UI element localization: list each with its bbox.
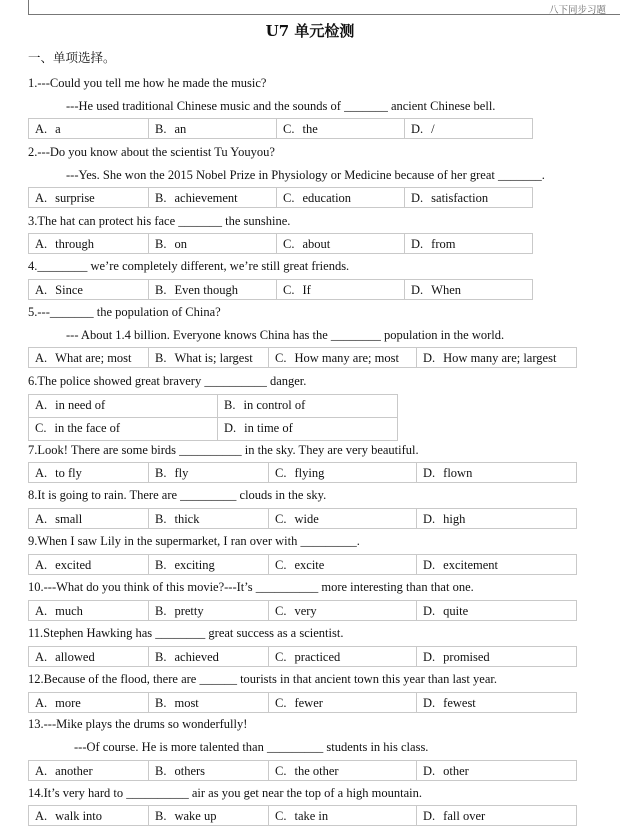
question-8-options bbox=[28, 508, 577, 529]
option-b[interactable]: B. fly bbox=[149, 463, 269, 482]
option-c[interactable]: C. wide bbox=[269, 509, 417, 528]
section-heading: 一、单项选择。 bbox=[28, 50, 116, 65]
question-9-stem: 9.When I saw Lily in the supermarket, I ran over with _________. bbox=[28, 534, 360, 548]
question-1-stem: 1.---Could you tell me how he made the music? bbox=[28, 76, 267, 90]
question-8-stem: 8.It is going to rain. There are _________ clouds in the sky. bbox=[28, 488, 327, 502]
question-5-line-2: --- About 1.4 billion. Everyone knows China has the ________ population in the world. bbox=[66, 328, 505, 342]
option-b[interactable]: B. thick bbox=[149, 509, 269, 528]
question-6-stem: 6.The police showed great bravery __________ danger. bbox=[28, 374, 307, 388]
question-3-options bbox=[28, 233, 533, 254]
option-a[interactable]: A. allowed bbox=[29, 647, 149, 666]
option-a[interactable]: A. more bbox=[29, 693, 149, 712]
header-margin-tick bbox=[28, 0, 29, 15]
option-d[interactable]: D. / bbox=[411, 122, 435, 136]
question-2-options bbox=[28, 187, 533, 208]
question-9-options bbox=[28, 554, 577, 575]
question-14-stem: 14.It’s very hard to __________ air as you get near the top of a high mountain. bbox=[28, 786, 423, 800]
option-d[interactable]: D. fall over bbox=[423, 809, 486, 823]
option-b[interactable]: B. Even though bbox=[149, 280, 277, 299]
option-b[interactable]: B. wake up bbox=[149, 806, 269, 825]
option-a[interactable]: A. excited bbox=[29, 555, 149, 574]
option-d[interactable]: D. high bbox=[423, 512, 466, 526]
option-c[interactable]: C. take in bbox=[269, 806, 417, 825]
option-b[interactable]: B. pretty bbox=[149, 601, 269, 620]
question-11-stem: 11.Stephen Hawking has ________ great success as a scientist. bbox=[28, 626, 344, 640]
option-a[interactable]: A. a bbox=[29, 119, 149, 138]
option-a[interactable]: A. through bbox=[29, 234, 149, 253]
option-d[interactable]: D. When bbox=[411, 283, 462, 297]
question-10-stem: 10.---What do you think of this movie?---It’s __________ more interesting than that one. bbox=[28, 580, 474, 594]
option-b[interactable]: B. achievement bbox=[149, 188, 277, 207]
question-12-options bbox=[28, 692, 577, 713]
question-1-options bbox=[28, 118, 533, 139]
option-b[interactable]: B. What is; largest bbox=[149, 348, 269, 367]
option-c[interactable]: C. very bbox=[269, 601, 417, 620]
option-c[interactable]: C. the bbox=[277, 119, 405, 138]
option-a[interactable]: A. small bbox=[29, 509, 149, 528]
question-7-stem: 7.Look! There are some birds __________ in the sky. They are very beautiful. bbox=[28, 443, 419, 457]
question-4-options bbox=[28, 279, 533, 300]
question-10-options bbox=[28, 600, 577, 621]
page-title: U7 单元检测 bbox=[265, 22, 355, 40]
option-b[interactable]: B. an bbox=[149, 119, 277, 138]
option-c[interactable]: C. the other bbox=[269, 761, 417, 780]
option-b[interactable]: B. others bbox=[149, 761, 269, 780]
question-3-stem: 3.The hat can protect his face _______ the sunshine. bbox=[28, 214, 291, 228]
option-a[interactable]: A. to fly bbox=[29, 463, 149, 482]
header-rule bbox=[28, 14, 620, 15]
option-c[interactable]: C. education bbox=[277, 188, 405, 207]
option-a[interactable]: A. much bbox=[29, 601, 149, 620]
question-13-line-2: ---Of course. He is more talented than _________ students in his class. bbox=[74, 740, 429, 754]
question-13-stem: 13.---Mike plays the drums so wonderfully! bbox=[28, 717, 248, 731]
question-2-line-2: ---Yes. She won the 2015 Nobel Prize in Physiology or Medicine because of her great _______. bbox=[66, 168, 545, 182]
question-6-options bbox=[28, 394, 398, 441]
option-d[interactable]: D. flown bbox=[423, 466, 473, 480]
question-12-stem: 12.Because of the flood, there are ______ tourists in that ancient town this year than last year. bbox=[28, 672, 497, 686]
option-b[interactable]: B. exciting bbox=[149, 555, 269, 574]
option-d[interactable]: D. other bbox=[423, 764, 469, 778]
question-7-options bbox=[28, 462, 577, 483]
option-d[interactable]: D. in time of bbox=[224, 421, 293, 435]
question-4-stem: 4.________ we’re completely different, we’re still great friends. bbox=[28, 259, 350, 273]
option-b[interactable]: B. on bbox=[149, 234, 277, 253]
option-c[interactable]: C. If bbox=[277, 280, 405, 299]
option-d[interactable]: D. How many are; largest bbox=[423, 351, 557, 365]
question-5-options bbox=[28, 347, 577, 368]
option-c[interactable]: C. flying bbox=[269, 463, 417, 482]
option-d[interactable]: D. fewest bbox=[423, 696, 476, 710]
option-c[interactable]: C. in the face of bbox=[29, 418, 218, 440]
option-b[interactable]: B. achieved bbox=[149, 647, 269, 666]
question-1-line-2: ---He used traditional Chinese music and the sounds of _______ ancient Chinese bell. bbox=[66, 99, 496, 113]
option-d[interactable]: D. quite bbox=[423, 604, 469, 618]
option-c[interactable]: C. practiced bbox=[269, 647, 417, 666]
header-right-text: 八下同步习题 bbox=[548, 5, 606, 16]
option-d[interactable]: D. satisfaction bbox=[411, 191, 489, 205]
option-a[interactable]: A. in need of bbox=[29, 395, 218, 417]
option-d[interactable]: D. excitement bbox=[423, 558, 498, 572]
option-a[interactable]: A. Since bbox=[29, 280, 149, 299]
option-a[interactable]: A. What are; most bbox=[29, 348, 149, 367]
option-a[interactable]: A. walk into bbox=[29, 806, 149, 825]
option-c[interactable]: C. fewer bbox=[269, 693, 417, 712]
option-d[interactable]: D. promised bbox=[423, 650, 490, 664]
question-5-stem: 5.---_______ the population of China? bbox=[28, 305, 221, 319]
option-a[interactable]: A. surprise bbox=[29, 188, 149, 207]
option-d[interactable]: D. from bbox=[411, 237, 456, 251]
option-c[interactable]: C. excite bbox=[269, 555, 417, 574]
option-c[interactable]: C. about bbox=[277, 234, 405, 253]
question-13-options bbox=[28, 760, 577, 781]
option-b[interactable]: B. in control of bbox=[224, 398, 306, 412]
question-11-options bbox=[28, 646, 577, 667]
option-a[interactable]: A. another bbox=[29, 761, 149, 780]
option-c[interactable]: C. How many are; most bbox=[269, 348, 417, 367]
option-b[interactable]: B. most bbox=[149, 693, 269, 712]
question-2-stem: 2.---Do you know about the scientist Tu Youyou? bbox=[28, 145, 275, 159]
